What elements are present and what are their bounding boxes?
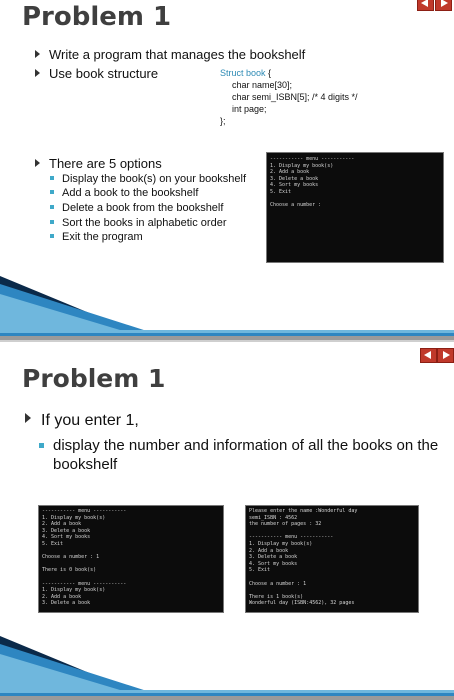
console-line: There is 0 book(s)	[42, 567, 97, 574]
bullet-dot-icon	[50, 220, 54, 224]
bullet-item: If you enter 1,	[25, 412, 139, 430]
option-item: Add a book to the bookshelf	[50, 187, 198, 199]
console-line: the number of pages : 32	[249, 521, 322, 528]
bullet-item: Use book structure	[35, 66, 158, 81]
slide-title: Problem 1	[22, 364, 166, 393]
bullet-dot-icon	[39, 443, 44, 448]
console-line	[246, 587, 418, 594]
console-line: 1. Display my book(s)	[42, 587, 106, 594]
console-line: Wonderful day (ISBN:4562), 32 pages	[249, 600, 355, 607]
option-item: Exit the program	[50, 231, 143, 243]
console-window-left	[38, 505, 224, 613]
slide-2	[0, 342, 454, 700]
console-line: 3. Delete a book	[270, 175, 319, 182]
slide-title: Problem 1	[22, 2, 172, 32]
next-slide-button[interactable]	[435, 0, 452, 11]
bullet-item: Write a program that manages the bookshelf	[35, 47, 305, 62]
console-line: ----------- menu -----------	[270, 156, 355, 162]
option-item: Sort the books in alphabetic order	[50, 217, 227, 229]
prev-slide-icon	[421, 0, 428, 7]
console-line: 5. Exit	[270, 188, 292, 195]
console-line	[39, 561, 223, 568]
console-line: 2. Add a book	[42, 593, 82, 600]
next-slide-button[interactable]	[437, 348, 454, 363]
console-line: 4. Sort my books	[42, 534, 91, 541]
option-item: Display the book(s) on your bookshelf	[50, 173, 246, 185]
console-line: Choose a number : 1	[249, 580, 307, 587]
struct-code-block: Struct book { char name[30]; char semi_ISBN[5]; /* 4 digits */ int page; };	[220, 68, 358, 126]
next-slide-icon	[441, 0, 448, 7]
console-line: 2. Add a book	[270, 169, 310, 176]
bullet-dot-icon	[50, 176, 54, 180]
console-window	[266, 152, 444, 263]
console-line: 3. Delete a book	[249, 554, 298, 561]
console-line: 4. Sort my books	[270, 182, 319, 189]
console-line: ----------- menu -----------	[42, 580, 127, 587]
option-item: Delete a book from the bookshelf	[50, 202, 223, 214]
console-line: ----------- menu -----------	[42, 508, 127, 514]
console-line: 1. Display my book(s)	[270, 162, 334, 169]
console-line: 1. Display my book(s)	[42, 514, 106, 521]
sub-bullet-item: display the number and information of all the books on the bookshelf	[39, 436, 444, 474]
console-line	[267, 196, 443, 203]
bullet-arrow-icon	[35, 159, 40, 167]
slide-1	[0, 0, 454, 340]
console-line: ----------- menu -----------	[249, 534, 334, 541]
prev-slide-button[interactable]	[417, 0, 434, 11]
console-line: Choose a number :	[270, 202, 322, 209]
prev-slide-icon	[424, 351, 431, 359]
console-line: 1. Display my book(s)	[249, 540, 313, 547]
console-line: 2. Add a book	[42, 521, 82, 528]
bullet-dot-icon	[50, 234, 54, 238]
console-line: Choose a number : 1	[42, 554, 100, 561]
bullet-dot-icon	[50, 205, 54, 209]
slide-footer-wave	[0, 250, 454, 340]
console-line: 3. Delete a book	[42, 600, 91, 607]
bullet-arrow-icon	[25, 413, 31, 423]
console-line	[39, 548, 223, 555]
bullet-arrow-icon	[35, 50, 40, 58]
bullet-item: There are 5 options	[35, 156, 162, 171]
console-line	[39, 574, 223, 581]
console-line: 5. Exit	[42, 540, 64, 547]
console-line: 2. Add a book	[249, 547, 289, 554]
console-window-right	[245, 505, 419, 613]
console-line	[246, 528, 418, 535]
console-line: semi_ISBN : 4562	[249, 514, 298, 521]
console-line: 5. Exit	[249, 567, 271, 574]
console-line: 3. Delete a book	[42, 527, 91, 534]
bullet-arrow-icon	[35, 69, 40, 77]
next-slide-icon	[443, 351, 450, 359]
bullet-dot-icon	[50, 190, 54, 194]
console-line: There is 1 book(s)	[249, 593, 304, 600]
console-line: Please enter the name :Wonderful day	[249, 508, 358, 514]
slide-footer-wave	[0, 610, 454, 700]
console-line	[246, 574, 418, 581]
prev-slide-button[interactable]	[420, 348, 437, 363]
console-line: 4. Sort my books	[249, 560, 298, 567]
